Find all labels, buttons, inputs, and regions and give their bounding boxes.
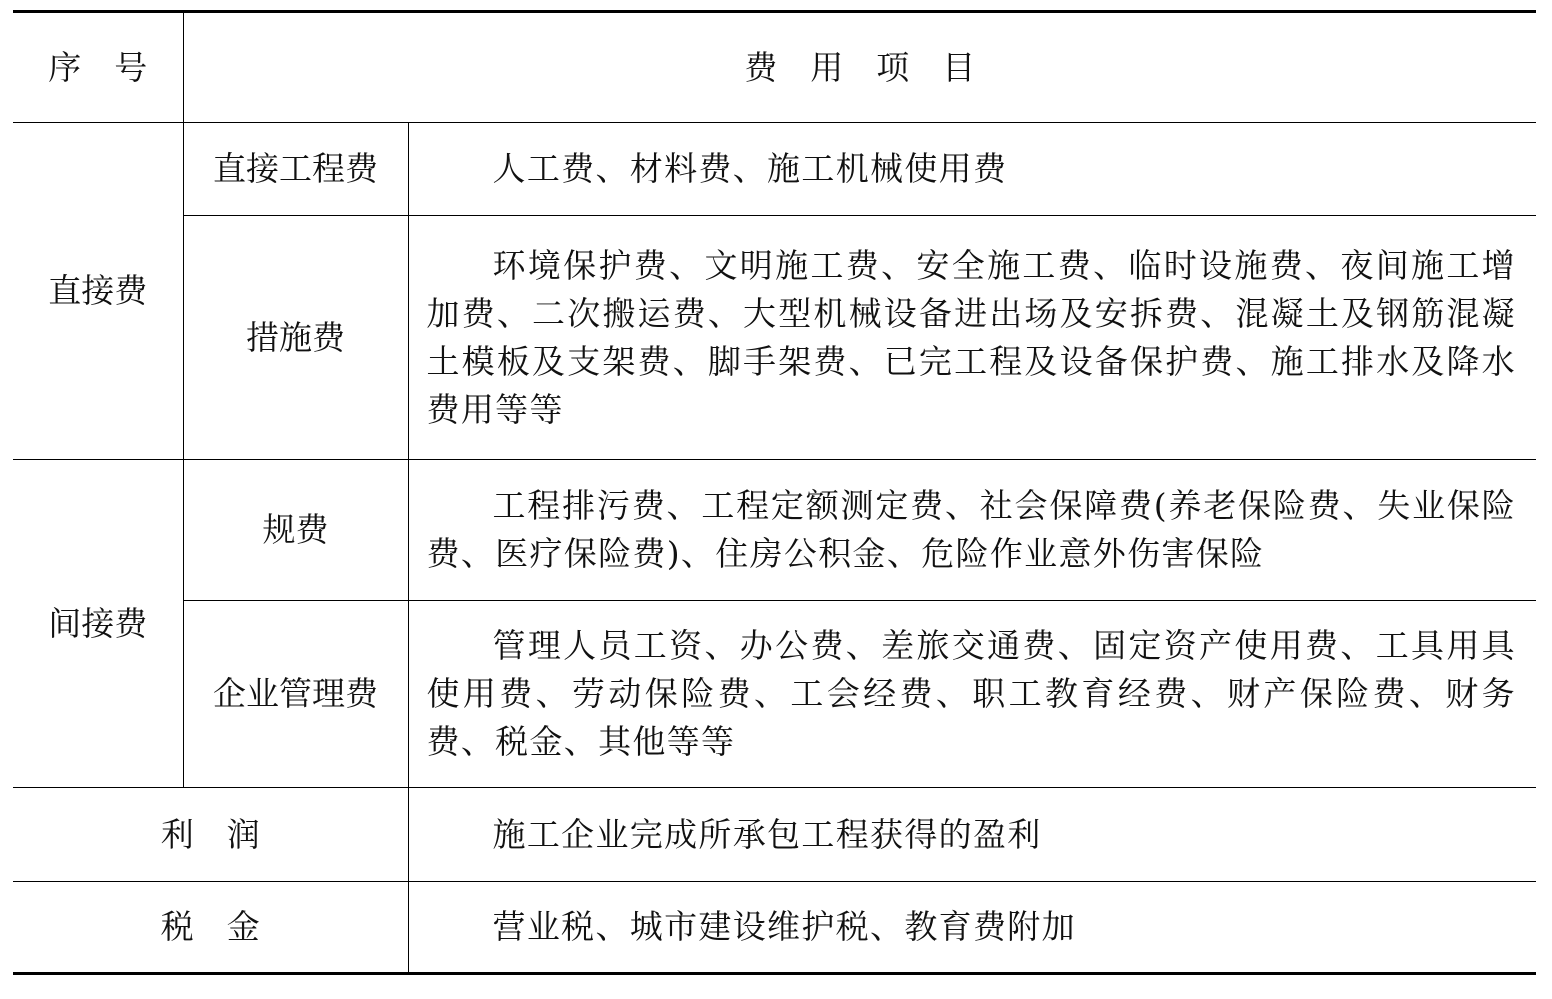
table-row xyxy=(13,123,1536,216)
category-cell: 直接工程费 xyxy=(183,123,408,216)
detail-cell: 管理人员工资、办公费、差旅交通费、固定资产使用费、工具用具使用费、劳动保险费、工会经费、职工教育经费、财产保险费、财务费、税金、其他等等 xyxy=(408,601,1536,788)
category-tax: 税 金 xyxy=(13,882,408,974)
header-index: 序 号 xyxy=(13,12,183,123)
header-fee-items: 费 用 项 目 xyxy=(183,12,1536,123)
category-cell: 措施费 xyxy=(183,216,408,460)
detail-cell: 人工费、材料费、施工机械使用费 xyxy=(408,123,1536,216)
fee-composition-table xyxy=(13,10,1536,975)
table-row xyxy=(13,460,1536,601)
detail-cell: 施工企业完成所承包工程获得的盈利 xyxy=(408,788,1536,882)
category-cell: 企业管理费 xyxy=(183,601,408,788)
table-row xyxy=(13,882,1536,974)
category-profit: 利 润 xyxy=(13,788,408,882)
category-cell: 规费 xyxy=(183,460,408,601)
group-direct-fee: 直接费 xyxy=(13,123,183,460)
detail-cell: 工程排污费、工程定额测定费、社会保障费(养老保险费、失业保险费、医疗保险费)、住房公积金、危险作业意外伤害保险 xyxy=(408,460,1536,601)
detail-cell: 环境保护费、文明施工费、安全施工费、临时设施费、夜间施工增加费、二次搬运费、大型机械设备进出场及安拆费、混凝土及钢筋混凝土模板及支架费、脚手架费、已完工程及设备保护费、施工排水及降水费用等等 xyxy=(408,216,1536,460)
table-row xyxy=(13,216,1536,460)
table-header-row xyxy=(13,12,1536,123)
table-row xyxy=(13,788,1536,882)
detail-cell: 营业税、城市建设维护税、教育费附加 xyxy=(408,882,1536,974)
group-indirect-fee: 间接费 xyxy=(13,460,183,788)
table-row xyxy=(13,601,1536,788)
